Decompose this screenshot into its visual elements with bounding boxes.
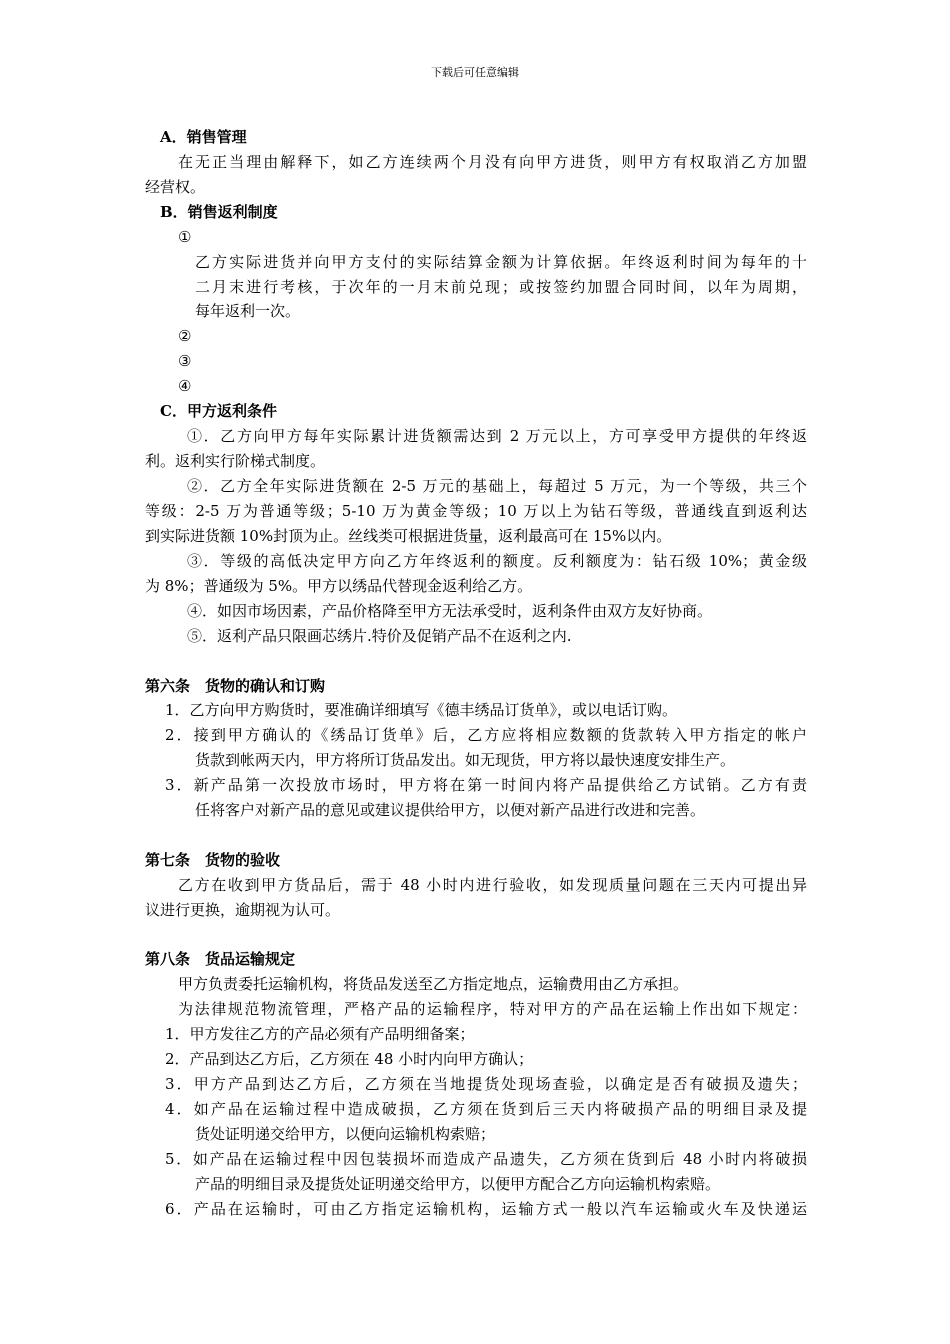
section-heading: 第七条 货物的验收 <box>145 851 281 869</box>
text-line: 在无正当理由解释下，如乙方连续两个月没有向甲方进货，则甲方有权取消乙方加盟 <box>178 153 807 171</box>
section-heading: B．销售返利制度 <box>160 203 278 221</box>
text-line: 乙方在收到甲方货品后，需于 48 小时内进行验收，如发现质量问题在三天内可提出异 <box>178 876 807 894</box>
text-line: 二月末进行考核，于次年的一月末前兑现；或按签约加盟合同时间，以年为周期， <box>195 278 807 296</box>
text-line: 3．甲方产品到达乙方后，乙方须在当地提货处现场查验，以确定是否有破损及遗失； <box>165 1075 807 1093</box>
text-line: 任将客户对新产品的意见或建议提供给甲方，以便对新产品进行改进和完善。 <box>195 801 706 819</box>
text-line: 2．接到甲方确认的《绣品订货单》后，乙方应将相应数额的货款转入甲方指定的帐户 <box>165 726 807 744</box>
section-heading: A．销售管理 <box>160 128 247 146</box>
text-line: 5．如产品在运输过程中因包装损坏而造成产品遗失，乙方须在货到后 48 小时内将破损 <box>165 1150 807 1168</box>
text-line: 议进行更换，逾期视为认可。 <box>145 901 341 919</box>
text-line: 6．产品在运输时，可由乙方指定运输机构，运输方式一般以汽车运输或火车及快递运 <box>165 1200 807 1218</box>
text-line: ③ <box>178 352 192 370</box>
text-line: 每年返利一次。 <box>195 302 301 320</box>
text-line: 利。返利实行阶梯式制度。 <box>145 452 326 470</box>
text-line: 3．新产品第一次投放市场时，甲方将在第一时间内将产品提供给乙方试销。乙方有责 <box>165 776 807 794</box>
text-line: 甲方负责委托运输机构，将货品发送至乙方指定地点，运输费用由乙方承担。 <box>178 975 689 993</box>
text-line: 产品的明细目录及提货处证明递交给甲方，以便甲方配合乙方向运输机构索赔。 <box>195 1175 721 1193</box>
text-line: 等级：2-5 万为普通等级；5-10 万为黄金等级；10 万以上为钻石等级，普通线直到返利达 <box>145 502 807 520</box>
text-line: ③．等级的高低决定甲方向乙方年终返利的额度。反利额度为：钻石级 10%；黄金级 <box>187 552 807 570</box>
text-line: 乙方实际进货并向甲方支付的实际结算金额为计算依据。年终返利时间为每年的十 <box>195 253 807 271</box>
text-line: ②．乙方全年实际进货额在 2-5 万元的基础上，每超过 5 万元，为一个等级，共三个 <box>187 477 807 495</box>
text-line: 到实际进货额 10%封顶为止。丝线类可根据进货量，返利最高可在 15%以内。 <box>145 527 672 545</box>
text-line: 2．产品到达乙方后，乙方须在 48 小时内向甲方确认； <box>165 1050 534 1068</box>
text-line: ⑤．返利产品只限画芯绣片.特价及促销产品不在返利之内. <box>187 627 572 645</box>
text-line: ① <box>178 228 192 246</box>
page-header-note: 下载后可任意编辑 <box>431 66 519 79</box>
section-heading: 第六条 货物的确认和订购 <box>145 677 326 695</box>
text-line: ①．乙方向甲方每年实际累计进货额需达到 2 万元以上，方可享受甲方提供的年终返 <box>187 427 807 445</box>
text-line: 货款到帐两天内，甲方将所订货品发出。如无现货，甲方将以最快速度安排生产。 <box>195 751 736 769</box>
text-line: 为 8%；普通级为 5%。甲方以绣品代替现金返利给乙方。 <box>145 577 533 595</box>
section-heading: 第八条 货品运输规定 <box>145 950 296 968</box>
text-line: ② <box>178 327 192 345</box>
text-line: 为法律规范物流管理，严格产品的运输程序，特对甲方的产品在运输上作出如下规定： <box>178 1000 807 1018</box>
text-line: 1．乙方向甲方购货时，要准确详细填写《德丰绣品订货单》，或以电话订购。 <box>165 701 678 719</box>
text-line: 1．甲方发往乙方的产品必须有产品明细备案； <box>165 1025 475 1043</box>
text-line: 4．如产品在运输过程中造成破损，乙方须在货到后三天内将破损产品的明细目录及提 <box>165 1100 807 1118</box>
text-line: ④ <box>178 377 192 395</box>
text-line: 经营权。 <box>145 178 206 196</box>
section-heading: C．甲方返利条件 <box>160 402 277 420</box>
text-line: ④．如因市场因素，产品价格降至甲方无法承受时，返利条件由双方友好协商。 <box>187 602 713 620</box>
text-line: 货处证明递交给甲方，以便向运输机构索赔； <box>195 1125 496 1143</box>
